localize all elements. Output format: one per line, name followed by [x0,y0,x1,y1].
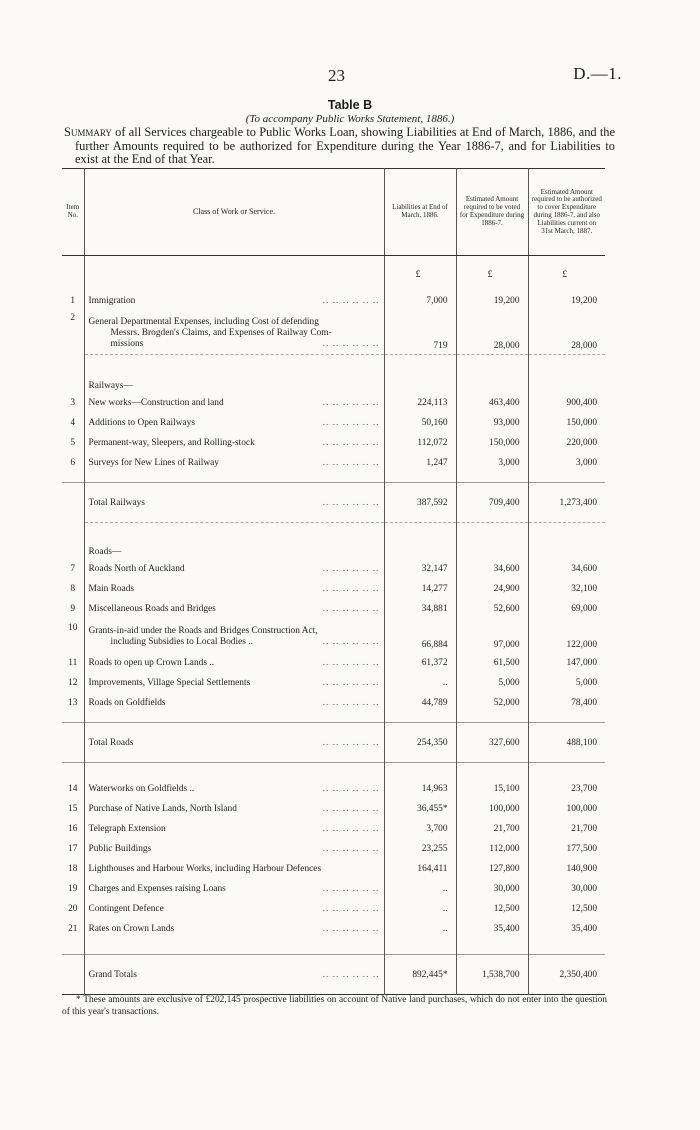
liabilities-value: 50,160 [384,413,456,433]
estimated-value: 61,500 [456,653,528,673]
table-row [62,859,605,879]
item-number: 13 [62,693,84,713]
item-number: 21 [62,919,84,939]
estimated-total-value: 140,900 [566,863,597,874]
table-row [62,294,605,309]
row-label: Miscellaneous Roads and Bridges [88,603,216,614]
table-row [62,899,605,919]
leader-dots: .. .. .. .. .. .. [322,657,380,668]
leader-dots: .. .. .. .. .. .. [322,823,380,834]
liabilities-value: 387,592 [384,483,456,523]
summary-text: of all Services chargeable to Public Works Loan, showing Liabilities at End of March, 1886, and the further Amounts required to be authorized for Expenditure during the Year 1886-7, and for Liabilities to exist at the End of that Year. [75,125,615,167]
liabilities-value: 164,411 [384,859,456,879]
estimated-total-value: 177,500 [566,843,597,854]
row-label: Charges and Expenses raising Loans [88,883,226,894]
leader-dots: .. .. .. .. .. .. [322,338,380,349]
table-row [62,619,605,653]
total-roads-label: Total Roads [88,737,134,748]
liabilities-value: 44,789 [384,693,456,713]
document-reference: D.—1. [573,64,622,83]
liabilities-value: .. [384,879,456,899]
table-row [62,799,605,819]
estimated-value: 34,600 [456,559,528,579]
table-title: Table B [327,98,373,112]
item-number: 5 [62,433,84,453]
item-number: 18 [62,859,84,879]
table-row [62,309,605,355]
estimated-value: 709,400 [456,483,528,523]
row-label: Improvements, Village Special Settlements [88,677,251,688]
table-row [62,673,605,693]
liabilities-value: 32,147 [384,559,456,579]
liabilities-value: 34,881 [384,599,456,619]
col-header-estimated-total: Estimated Amount required to be authorized to cover Expenditure during 1886-7, and also Liabilities current on 31st March, 1887. [528,169,605,256]
estimated-total-value: 5,000 [575,677,597,688]
estimated-value: 19,200 [456,294,528,309]
item-number: 14 [62,779,84,799]
row-label: Roads on Goldfields [88,697,166,708]
item-number: 20 [62,899,84,919]
row-label: Grants-in-aid under the Roads and Bridges Construction Act, [88,626,318,636]
leader-dots: .. .. .. .. .. .. [322,677,380,688]
estimated-value: 24,900 [456,579,528,599]
estimated-value: 30,000 [456,879,528,899]
table-row [62,393,605,413]
estimated-value: 1,538,700 [456,955,528,995]
row-label: New works—Construction and land [88,397,224,408]
row-label: Main Roads [88,583,135,594]
estimated-value: 12,500 [456,899,528,919]
estimated-value: 127,800 [456,859,528,879]
total-railways-label: Total Railways [88,497,145,508]
leader-dots: .. .. .. .. .. .. [322,783,380,794]
table-row [62,413,605,433]
liabilities-value: 14,963 [384,779,456,799]
liabilities-value: 23,255 [384,839,456,859]
item-number: 3 [62,393,84,413]
section-heading-row [62,523,605,559]
row-label: Additions to Open Railways [88,417,196,428]
estimated-total-value: 100,000 [566,803,597,814]
item-number: 16 [62,819,84,839]
item-number: 19 [62,879,84,899]
estimated-total-value: 147,000 [566,657,597,668]
estimated-total-value: 32,100 [571,583,597,594]
leader-dots: .. .. .. .. .. .. [322,883,380,894]
leader-dots: .. .. .. .. .. .. [322,397,380,408]
liabilities-value: 892,445* [384,955,456,995]
item-number: 15 [62,799,84,819]
estimated-total-value: 220,000 [566,437,597,448]
liabilities-value: 66,884 [384,619,456,653]
liabilities-value: 61,372 [384,653,456,673]
liabilities-value: 112,072 [384,433,456,453]
estimated-total-value: 69,000 [571,603,597,614]
liabilities-value: 719 [384,309,456,355]
table-row [62,599,605,619]
leader-dots: .. .. .. .. .. .. [322,923,380,934]
railways-heading: Railways— [84,355,384,393]
liabilities-value: 224,113 [384,393,456,413]
estimated-total-value: 78,400 [571,697,597,708]
estimated-value: 100,000 [456,799,528,819]
estimated-total-value: 150,000 [566,417,597,428]
table-row [62,453,605,473]
estimated-value: 327,600 [456,723,528,763]
liabilities-value: 14,277 [384,579,456,599]
liabilities-value: .. [384,899,456,919]
leader-dots: .. .. .. .. .. .. [322,603,380,614]
row-label: Surveys for New Lines of Railway [88,457,219,468]
item-number: 17 [62,839,84,859]
table-row [62,653,605,673]
leader-dots: .. .. .. .. .. .. [322,843,380,854]
col-header-item: Item No. [62,169,84,256]
table-row [62,559,605,579]
page-number: 23 [328,66,345,85]
estimated-value: 52,600 [456,599,528,619]
leader-dots: .. .. .. .. .. .. [322,437,380,448]
item-number: 1 [62,294,84,309]
estimated-value: 52,000 [456,693,528,713]
footnote: * These amounts are exclusive of £202,145 prospective liabilities on account of Native land purchases, which do not enter into the question of this year's transactions. [62,995,607,1017]
grand-total-row [62,955,605,995]
liabilities-value: .. [384,919,456,939]
leader-dots: .. .. .. .. .. .. [322,583,380,594]
liabilities-value: 254,350 [384,723,456,763]
row-label-continuation: including Subsidies to Local Bodies .. [110,637,253,647]
col-header-estimated: Estimated Amount required to be voted for Expenditure during 1886-7. [456,169,528,256]
estimated-total-value: 34,600 [571,563,597,574]
leader-dots: .. .. .. .. .. .. [322,497,380,508]
estimated-total-value: 122,000 [566,639,597,650]
currency-symbol: £ [384,256,456,294]
estimated-value: 28,000 [456,309,528,355]
leader-dots: .. .. .. .. .. .. [322,457,380,468]
estimated-total-value: 900,400 [566,397,597,408]
row-label: Roads to open up Crown Lands .. [88,657,215,668]
liabilities-value: 1,247 [384,453,456,473]
table-row [62,919,605,939]
estimated-total-value: 488,100 [528,723,605,763]
leader-dots: .. .. .. .. .. .. [322,637,380,647]
table-row [62,879,605,899]
leader-dots: .. .. .. .. .. .. [322,563,380,574]
table-row [62,779,605,799]
table-row [62,433,605,453]
row-label: Immigration [88,296,136,306]
row-label: Roads North of Auckland [88,563,185,574]
col-header-class: Class of Work or Service. [84,169,384,256]
estimated-value: 3,000 [456,453,528,473]
item-number: 8 [62,579,84,599]
row-label: Rates on Crown Lands [88,923,175,934]
estimated-value: 15,100 [456,779,528,799]
estimated-total-value: 12,500 [571,903,597,914]
item-number: 6 [62,453,84,473]
row-label: Telegraph Extension [88,823,166,834]
row-label: Waterworks on Goldfields .. [88,783,195,794]
liabilities-value: .. [384,673,456,693]
liabilities-value: 7,000 [384,294,456,309]
liabilities-value: 3,700 [384,819,456,839]
item-number: 11 [62,653,84,673]
item-number: 12 [62,673,84,693]
currency-row [62,256,605,294]
estimated-total-value: 19,200 [571,296,597,306]
table-row [62,839,605,859]
leader-dots: .. .. .. .. .. .. [322,969,380,980]
liabilities-value: 36,455* [384,799,456,819]
section-heading-row [62,355,605,393]
item-number: 9 [62,599,84,619]
leader-dots: .. .. .. .. .. .. [322,296,380,306]
summary-lead: Summary [64,125,112,139]
currency-symbol: £ [456,256,528,294]
row-label: General Departmental Expenses, including Cost of defending [88,316,319,327]
estimated-value: 112,000 [456,839,528,859]
item-number: 4 [62,413,84,433]
row-label: Contingent Defence [88,903,164,914]
leader-dots: .. .. .. .. .. .. [322,737,380,748]
table-header-row [62,169,605,256]
estimated-value: 150,000 [456,433,528,453]
estimated-total-value: 2,350,400 [528,955,605,995]
summary-paragraph [64,126,615,167]
table-subtitle: (To accompany Public Works Statement, 1886.) [245,113,455,125]
row-label: Public Buildings [88,843,152,854]
estimated-total-value: 1,273,400 [528,483,605,523]
grand-totals-label: Grand Totals [88,969,137,980]
table-row [62,819,605,839]
item-number: 10 [62,619,84,653]
estimated-total-value: 21,700 [571,823,597,834]
estimated-value: 35,400 [456,919,528,939]
estimated-value: 21,700 [456,819,528,839]
leader-dots: .. .. .. .. .. .. [322,697,380,708]
leader-dots: .. .. .. .. .. .. [322,417,380,428]
col-header-liabilities: Liabilities at End of March, 1886. [384,169,456,256]
row-label: Permanent-way, Sleepers, and Rolling-stock [88,437,255,448]
row-label-continuation: Messrs. Brogden's Claims, and Expenses of Railway Com- [110,327,332,338]
table-row [62,579,605,599]
estimated-total-value: 28,000 [571,341,597,351]
item-number: 7 [62,559,84,579]
currency-symbol: £ [562,269,568,280]
services-table [62,168,605,995]
leader-dots: .. .. .. .. .. .. [322,903,380,914]
roads-heading: Roads— [84,523,384,559]
row-label: Lighthouses and Harbour Works, including Harbour Defences [88,863,322,874]
estimated-total-value: 35,400 [571,923,597,934]
row-label: Purchase of Native Lands, North Island [88,803,237,814]
table-row [62,693,605,713]
total-row [62,723,605,763]
total-row [62,483,605,523]
estimated-total-value: 23,700 [571,783,597,794]
estimated-value: 97,000 [456,619,528,653]
estimated-value: 93,000 [456,413,528,433]
leader-dots: .. .. .. .. .. .. [322,803,380,814]
estimated-value: 5,000 [456,673,528,693]
estimated-total-value: 30,000 [571,883,597,894]
estimated-total-value: 3,000 [575,457,597,468]
row-label-continuation: missions [110,338,144,349]
item-number: 2 [62,309,84,355]
estimated-value: 463,400 [456,393,528,413]
